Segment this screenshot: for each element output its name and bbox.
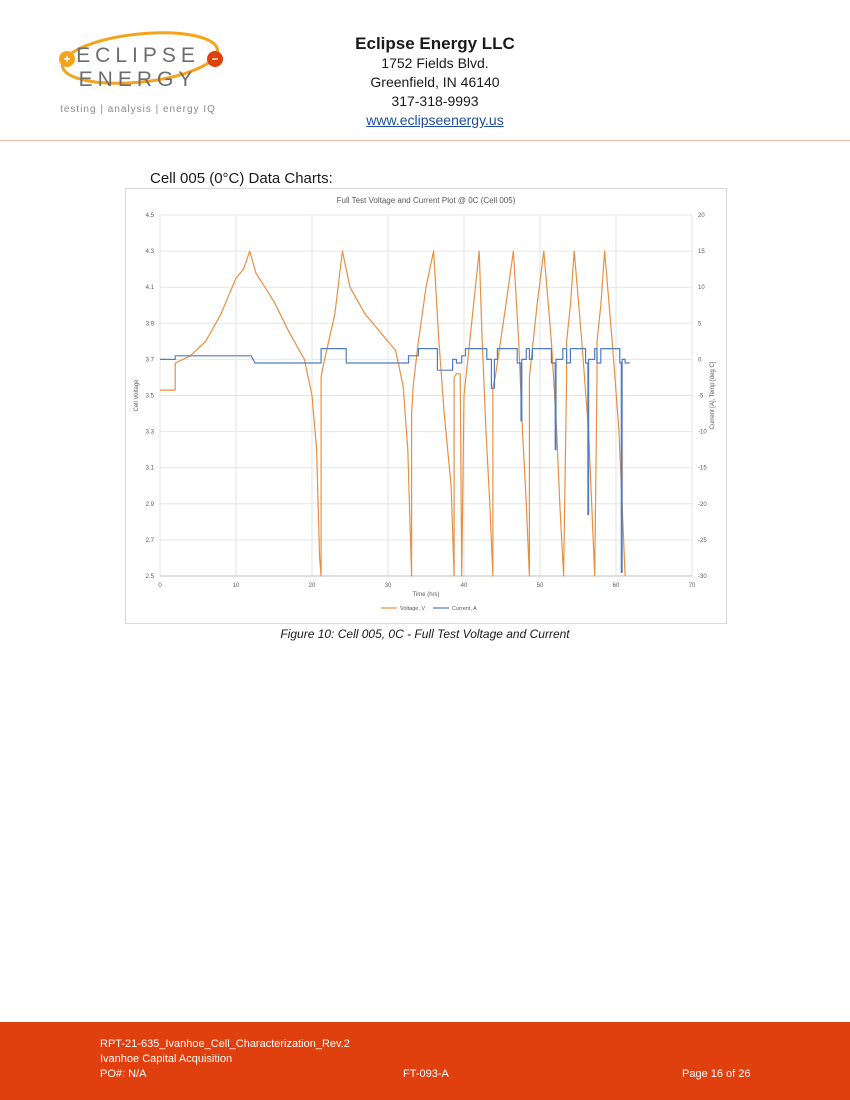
y-tick-label: 2.7 (145, 537, 154, 544)
footer-po: PO#: N/A (100, 1068, 147, 1080)
y2-tick-label: 20 (698, 213, 705, 219)
chart-frame (125, 188, 727, 624)
y2-tick-label: 10 (698, 285, 705, 292)
svg-text:+: + (63, 52, 71, 66)
y2-tick-label: 15 (698, 249, 705, 256)
footer-doc-id: RPT-21-635_Ivanhoe_Cell_Characterization_Rev.2 (100, 1038, 350, 1050)
company-name: Eclipse Energy LLC (355, 34, 515, 53)
figure-caption: Figure 10: Cell 005, 0C - Full Test Voltage and Current (280, 627, 570, 641)
y2-tick-label: -25 (698, 537, 707, 544)
x-tick-label: 50 (536, 583, 544, 589)
x-axis-label: Time (hrs) (412, 592, 440, 598)
y2-tick-label: 0 (698, 357, 702, 364)
x-tick-label: 60 (612, 583, 620, 589)
y-tick-label: 4.5 (145, 213, 154, 219)
chart-title: Full Test Voltage and Current Plot @ 0C (Cell 005) (336, 196, 516, 205)
y-tick-label: 2.9 (145, 501, 154, 508)
x-tick-label: 70 (688, 583, 696, 589)
y-tick-label: 4.1 (145, 285, 154, 292)
y-axis-label: Cell Voltage (134, 379, 140, 412)
y2-tick-label: -15 (698, 465, 707, 472)
logo-word-eclipse: ECLIPSE (76, 44, 200, 67)
y2-tick-label: 5 (698, 321, 702, 328)
x-tick-label: 20 (308, 583, 316, 589)
y-tick-label: 2.5 (145, 574, 154, 580)
phone-number: 317-318-9993 (391, 93, 479, 109)
footer-client: Ivanhoe Capital Acquisition (100, 1053, 233, 1065)
company-contact-block (300, 34, 570, 130)
address-line-1: 1752 Fields Blvd. (381, 55, 489, 71)
y2-tick-label: -5 (698, 393, 704, 400)
page-footer (0, 1022, 850, 1100)
section-title: Cell 005 (0°C) Data Charts: (150, 170, 333, 187)
website-link[interactable]: www.eclipseenergy.us (366, 112, 504, 128)
y-tick-label: 3.7 (145, 357, 154, 364)
address-line-2: Greenfield, IN 46140 (370, 74, 500, 90)
y-tick-label: 3.3 (145, 429, 154, 436)
y2-axis-label: Current [A], Temp [deg C] (710, 361, 716, 430)
logo-tagline: testing | analysis | energy IQ (60, 104, 216, 115)
y-tick-label: 3.9 (145, 321, 154, 328)
eclipse-energy-logo (52, 28, 242, 123)
y-tick-label: 4.3 (145, 249, 154, 256)
x-tick-label: 30 (384, 583, 392, 589)
svg-text:−: − (211, 52, 219, 66)
x-tick-label: 40 (460, 583, 468, 589)
legend-entry: Current, A (452, 606, 477, 612)
y-tick-label: 3.5 (145, 393, 154, 400)
y2-tick-label: -20 (698, 501, 707, 508)
legend-entry: Voltage, V (400, 606, 426, 612)
y2-tick-label: -10 (698, 429, 707, 436)
x-tick-label: 10 (232, 583, 240, 589)
footer-form-id: FT-093-A (403, 1068, 449, 1080)
footer-page-number: Page 16 of 26 (682, 1068, 751, 1080)
header-divider (0, 140, 850, 141)
voltage-current-chart (126, 189, 726, 623)
y-tick-label: 3.1 (145, 465, 154, 472)
series-line-current (160, 349, 630, 573)
y2-tick-label: -30 (698, 574, 707, 580)
logo-word-energy: ENERGY (78, 68, 198, 91)
x-tick-label: 0 (158, 583, 162, 589)
